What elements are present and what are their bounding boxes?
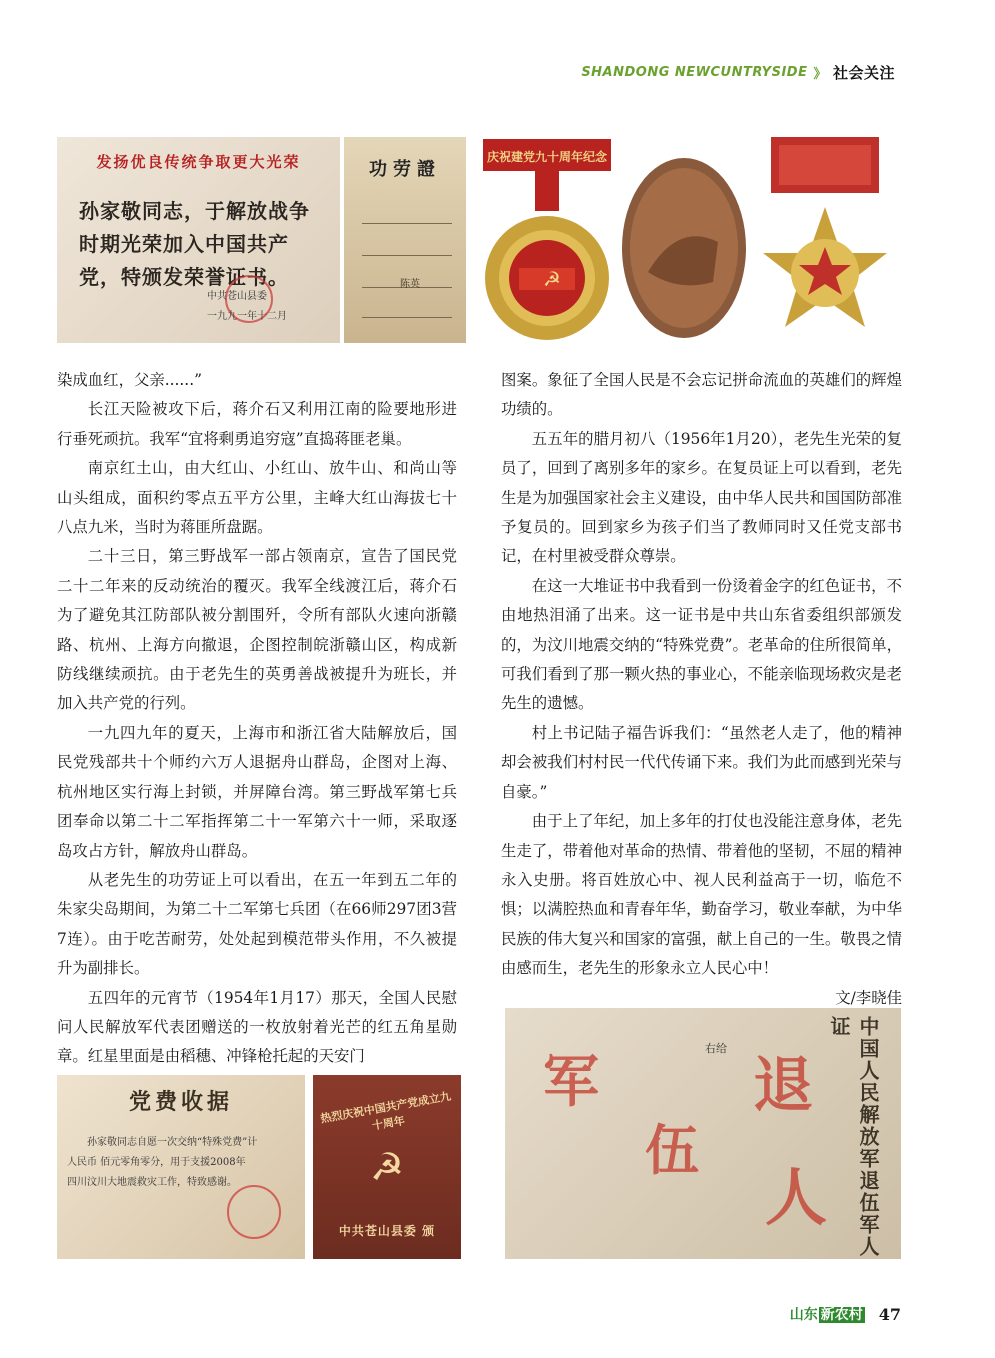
merit-card-photo bbox=[344, 137, 466, 343]
seal-char: 退 bbox=[753, 1051, 813, 1121]
form-line bbox=[362, 255, 452, 256]
running-header bbox=[581, 62, 895, 83]
form-line bbox=[362, 317, 452, 318]
seal-char: 人 bbox=[765, 1161, 828, 1234]
certificate-date: 一九九一年十二月 bbox=[207, 311, 287, 322]
paragraph: 五四年的元宵节（1954年1月17）那天，全国人民慰问人民解放军代表团赠送的一枚放射着光芒的红五角星勋章。红星里面是由稻穗、冲锋枪托起的天安门 bbox=[57, 988, 457, 1066]
logo-box: 新农村 bbox=[820, 1307, 863, 1323]
party-anniversary-medal-photo bbox=[473, 133, 621, 344]
magazine-name-en: SHANDONG NEWCUNTRYSIDE bbox=[581, 65, 808, 80]
paragraph: 南京红土山，由大红山、小红山、放牛山、和尚山等山头组成，面积约零点五平方公里，主峰大红山海拔七十八点九米，当时为蒋匪所盘踞。 bbox=[57, 459, 457, 537]
paragraph: 长江天险被攻下后，蒋介石又利用江南的险要地形进行垂死顽抗。我军“宜将剩勇追穷寇”直捣蒋匪老巢。 bbox=[57, 400, 457, 448]
star-medal-graphic bbox=[749, 133, 901, 344]
logo-prefix: 山东 bbox=[789, 1307, 818, 1323]
card-org: 中共苍山县委 颁 bbox=[338, 1224, 436, 1238]
receipt-title: 党费收据 bbox=[128, 1089, 233, 1115]
red-star-medal-photo bbox=[749, 133, 901, 344]
magazine-logo bbox=[790, 1304, 865, 1324]
paragraph: 在这一大堆证书中我看到一份烫着金字的红色证书，不由地热泪涌了出来。这一证书是中共山东省委组织部颁发的，为汶川地震交纳的“特殊党费”。老革命的住所很简单，可我们看到了那一颗火热的事业心，不能亲临现场救灾是老先生的遗憾。 bbox=[501, 576, 902, 713]
paragraph: 由于上了年纪，加上多年的打仗也没能注意身体，老先生走了，带着他对革命的热情、带着他的坚韧，不屈的精神永入史册。将百姓放心中、视人民利益高于一切，临危不惧；以满腔热血和青春年华，勤奋学习，敬业奉献，为中华民族的伟大复兴和国家的富强，献上自己的一生。敬畏之情由感而生，老先生的形象永立人民心中！ bbox=[501, 812, 902, 978]
merit-card-title: 功劳證 bbox=[369, 159, 441, 180]
bronze-medal-photo bbox=[618, 152, 751, 344]
medal-ribbon-text: 庆祝建党九十周年纪念 bbox=[486, 150, 608, 164]
certificate-label: 右给 bbox=[705, 1042, 727, 1055]
paragraph: 二十三日，第三野战军一部占领南京，宣告了国民党二十二年来的反动统治的覆灭。我军全线渡江后，蒋介石为了避免其江防部队被分割围歼，令所有部队火速向浙赣路、杭州、上海方向撤退，企图控制皖浙赣山区，构成新防线继续顽抗。由于老先生的英勇善战被提升为班长，并加入共产党的行列。 bbox=[57, 547, 457, 713]
seal-stamp bbox=[227, 1185, 281, 1239]
paragraph: 一九四九年的夏天，上海市和浙江省大陆解放后，国民党残部共十个师约六万人退据舟山群岛，企图对上海、杭州地区实行海上封锁，并屏障台湾。第三野战军第七兵团奉命以第二十二军指挥第二十一军第六十一师，采取逐岛攻占方针，解放舟山群岛。 bbox=[57, 723, 457, 860]
honor-certificate-photo bbox=[57, 137, 340, 343]
paragraph: 村上书记陆子福告诉我们：“虽然老人走了，他的精神却会被我们村村民一代代传诵下来。我们为此而感到光荣与自豪。” bbox=[501, 723, 902, 801]
section-title: 社会关注 bbox=[832, 64, 895, 82]
merit-card-name: 陈英 bbox=[400, 279, 420, 290]
article-column-right bbox=[501, 366, 902, 1013]
paragraph: 从老先生的功劳证上可以看出，在五一年到五二年的朱家尖岛期间，为第二十二军第七兵团（在66师297团3营7连）。由于吃苦耐劳，处处起到模范带头作用，不久被提升为副排长。 bbox=[57, 870, 457, 978]
seal-char: 军 bbox=[543, 1049, 599, 1115]
seal-char: 伍 bbox=[645, 1118, 699, 1182]
commemorative-card-photo bbox=[313, 1075, 461, 1259]
receipt-line-3: 四川汶川大地震救灾工作，特致感谢。 bbox=[67, 1177, 237, 1188]
card-arc-text: 热烈庆祝中国共产党成立九十周年 bbox=[319, 1089, 452, 1133]
party-dues-receipt-photo bbox=[57, 1075, 305, 1259]
medal-graphic bbox=[473, 133, 621, 344]
form-line bbox=[362, 223, 452, 224]
receipt-line-2: 人民币 佰元零角零分，用于支援2008年 bbox=[67, 1157, 246, 1168]
certificate-body: 孙家敬同志，于解放战争时期光荣加入中国共产党，特颁发荣誉证书。 bbox=[79, 199, 310, 289]
certificate-vertical-title: 中国人民解放军退伍军人证 bbox=[827, 1016, 880, 1258]
paragraph: 五五年的腊月初八（1956年1月20），老先生光荣的复员了，回到了离别多年的家乡。在复员证上可以看到，老先生是为加强国家社会主义建设，由中华人民共和国国防部准予复员的。回到家乡为孩子们当了教师同时又任党支部书记，在村里被受群众尊崇。 bbox=[501, 429, 902, 566]
author-byline: 文/李晓佳 bbox=[835, 988, 902, 1007]
article-column-left bbox=[57, 366, 457, 1072]
page-number: 47 bbox=[878, 1304, 901, 1324]
bronze-medal-graphic bbox=[618, 152, 751, 344]
paragraph: 染成血红，父亲......” bbox=[57, 371, 202, 389]
svg-text:☭: ☭ bbox=[543, 267, 561, 291]
paragraph: 图案。象征了全国人民是不会忘记拼命流血的英雄们的辉煌功绩的。 bbox=[501, 371, 902, 419]
certificate-org: 中共苍山县委 bbox=[207, 291, 267, 302]
certificate-header: 发扬优良传统争取更大光荣 bbox=[96, 153, 301, 171]
page-footer bbox=[790, 1304, 901, 1324]
receipt-line-1: 孙家敬同志自愿一次交纳“特殊党费”计 bbox=[87, 1137, 258, 1148]
hammer-sickle-icon: ☭ bbox=[369, 1145, 405, 1189]
header-separator: 》 bbox=[813, 67, 827, 82]
discharge-certificate-photo bbox=[505, 1008, 901, 1259]
